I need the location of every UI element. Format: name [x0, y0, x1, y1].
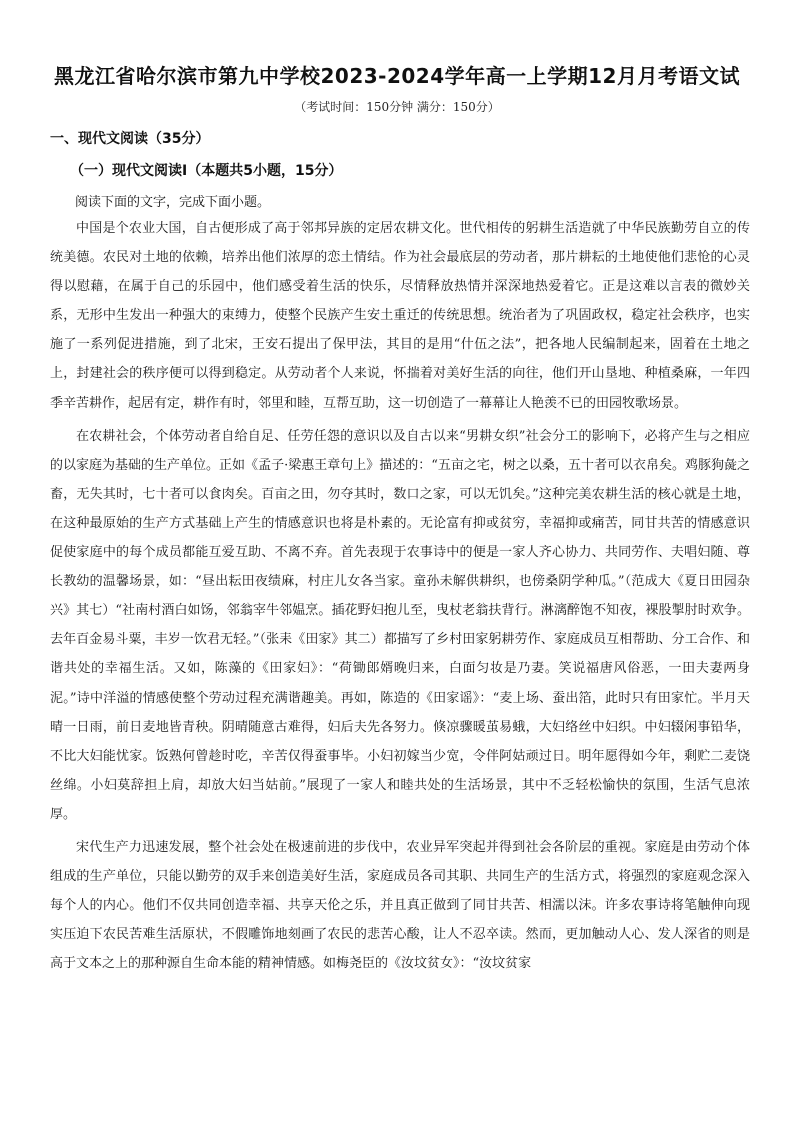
reading-instruction: 阅读下面的文字，完成下面小题。 [75, 195, 271, 210]
reading-passage [50, 214, 750, 982]
subsection-heading: （一）现代文阅读Ⅰ（本题共5小题，15分） [70, 163, 343, 179]
passage-paragraph-1: 中国是个农业大国，自古便形成了高于邻邦异族的定居农耕文化。世代相传的躬耕生活造就了中华民族勤劳自立的传统美德。农民对土地的依赖，培养出他们浓厚的恋土情结。作为社会最底层的劳动者，那片耕耘的土地使他们悲怆的心灵得以慰藉，在属于自己的乐园中，他们感受着生活的快乐，尽情释放热情并深深地热爱着它。正是这难以言表的微妙关系，无形中生发出一种强大的束缚力，使整个民族产生安土重迁的传统思想。统治者为了巩固政权，稳定社会秩序，也实施了一系列促进措施，到了北宋，王安石提出了保甲法，其目的是用“什伍之法”，把各地人民编制起来，固着在土地之上，封建社会的秩序便可以得到稳定。从劳动者个人来说，怀揣着对美好生活的向往，他们开山垦地、种植桑麻，一年四季辛苦耕作，起居有定，耕作有时，邻里和睦，互帮互助，这一切创造了一幕幕让人艳羡不已的田园牧歌场景。 [50, 221, 750, 411]
passage-paragraph-2: 在农耕社会，个体劳动者自给自足、任劳任怨的意识以及自古以来“男耕女织”社会分工的影响下，必将产生与之相应的以家庭为基础的生产单位。正如《孟子·梁惠王章句上》描述的：“五亩之宅，树之以桑，五十者可以衣帛矣。鸡豚狗彘之畜，无失其时，七十者可以食肉矣。百亩之田，勿夺其时，数口之家，可以无饥矣。”这种完美农耕生活的核心就是土地，在这种最原始的生产方式基础上产生的情感意识也将是朴素的。无论富有抑或贫穷，幸福抑或痛苦，同甘共苦的情感意识促使家庭中的每个成员都能互爱互助、不离不弃。首先表现于农事诗中的便是一家人齐心协力、共同劳作、夫唱妇随、尊长教幼的温馨场景，如：“昼出耘田夜绩麻，村庄儿女各当家。童孙未解供耕织，也傍桑阴学种瓜。”（范成大《夏日田园杂兴》其七）“社南村酒白如饧，邻翁宰牛邻媪烹。插花野妇抱儿至，曳杖老翁扶背行。淋漓醉饱不知夜，裸股掣肘时欢争。去年百金易斗粟，丰岁一饮君无轻。”（张耒《田家》其二）都描写了乡村田家躬耕劳作、家庭成员互相帮助、分工合作、和谐共处的幸福生活。又如，陈藻的《田家妇》：“荷锄郎婿晚归来，白面匀妆是乃妻。笑说福唐风俗恶，一田夫妻两身泥。”诗中洋溢的情感使整个劳动过程充满谐趣美。再如，陈造的《田家谣》：“麦上场、蚕出箔，此时只有田家忙。半月天晴一日雨，前日麦地皆青秧。阴晴随意古难得，妇后夫先各努力。倏凉骤暖茧易蛾，大妇络丝中妇织。中妇辍闲事铅华，不比大妇能忧家。饭熟何曾趁时吃，辛苦仅得蚕事毕。小妇初嫁当少宽，令伴阿姑顽过日。明年愿得如今年，剩贮二麦饶丝绵。小妇莫辞担上肩，却放大妇当姑前。”展现了一家人和睦共处的生活场景，其中不乏轻松愉快的氛围，生活气息浓厚。 [50, 428, 750, 822]
document-title: 黑龙江省哈尔滨市第九中学校2023-2024学年高一上学期12月月考语文试 [54, 64, 740, 88]
passage-paragraph-3: 宋代生产力迅速发展，整个社会处在极速前进的步伐中，农业异军突起并得到社会各阶层的重视。家庭是由劳动个体组成的生产单位，只能以勤劳的双手来创造美好生活，家庭成员各司其职、共同生产的生活方式，将强烈的家庭观念深入每个人的内心。他们不仅共同创造幸福、共享天伦之乐，并且真正做到了同甘共苦、相濡以沫。许多农事诗将笔触伸向现实压迫下农民苦难生活原状，不假雕饰地刻画了农民的悲苦心酸，让人不忍卒读。然而，更加触动人心、发人深省的则是高于文本之上的那种源自生命本能的精神情感。如梅尧臣的《汝坟贫女》：“汝坟贫家 [50, 839, 750, 972]
section-heading: 一、现代文阅读（35分） [50, 131, 210, 147]
exam-info: （考试时间：150分钟 满分：150分） [294, 100, 500, 114]
